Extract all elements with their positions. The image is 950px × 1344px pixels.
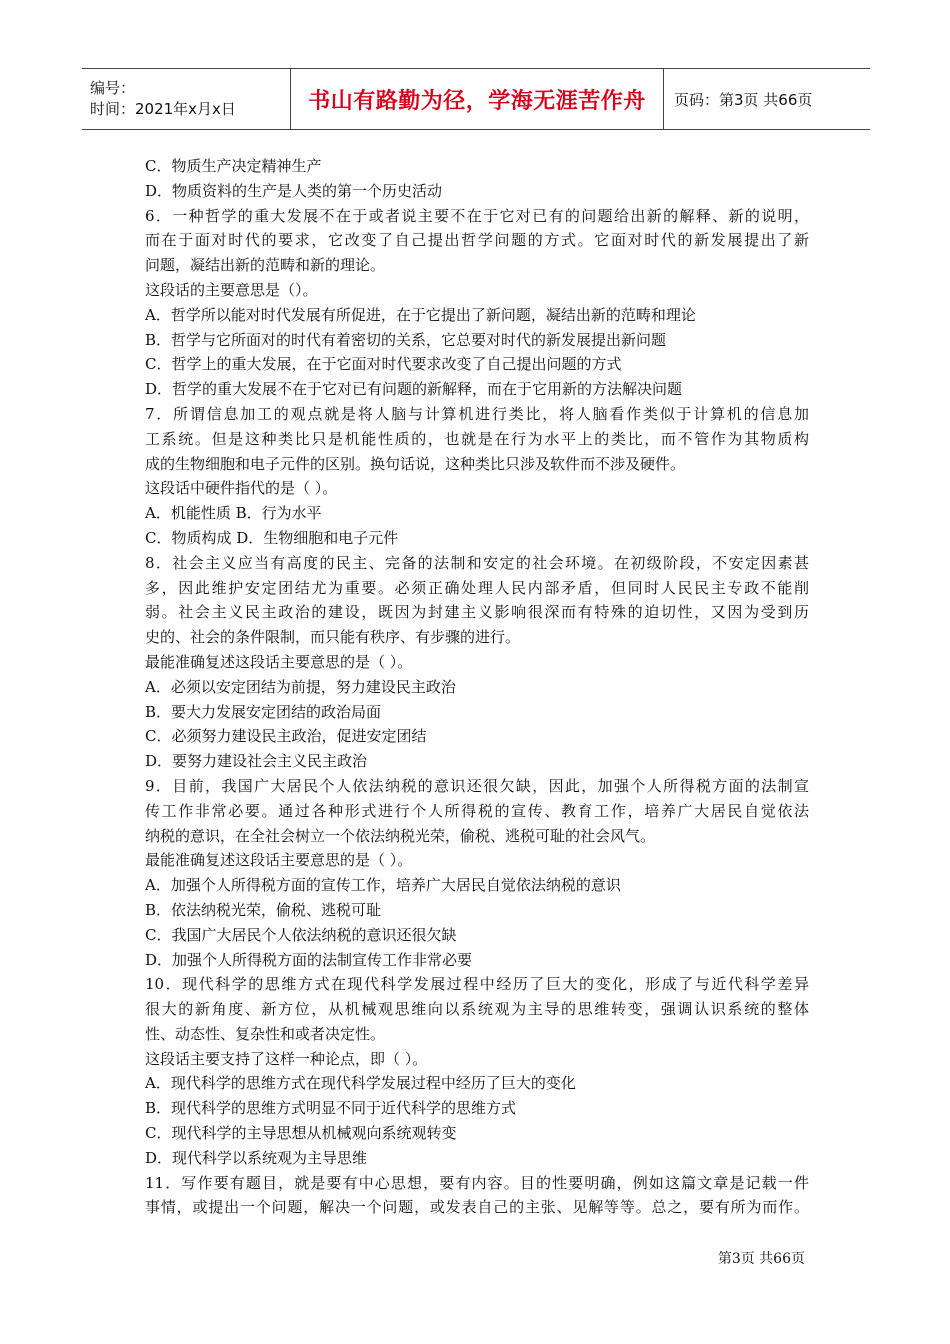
text-line: 6．一种哲学的重大发展不在于或者说主要不在于它对已有的问题给出新的解释、新的说明，	[145, 206, 809, 225]
text-line: 最能准确复述这段话主要意思的是（ ）。	[145, 851, 413, 870]
header-meta	[82, 69, 291, 129]
document-body	[145, 154, 809, 1220]
doc-number-label: 编号：	[90, 79, 136, 97]
text-line: 8．社会主义应当有高度的民主、完备的法制和安定的社会环境。在初级阶段，不安定因素甚	[145, 553, 809, 572]
header-page-number: 页码：第3页 共66页	[674, 90, 813, 109]
text-line: 7．所谓信息加工的观点就是将人脑与计算机进行类比，将人脑看作类似于计算机的信息加	[145, 404, 809, 423]
text-line: A．现代科学的思维方式在现代科学发展过程中经历了巨大的变化	[145, 1074, 576, 1093]
text-line: C．我国广大居民个人依法纳税的意识还很欠缺	[145, 925, 457, 944]
text-line: C．物质生产决定精神生产	[145, 157, 322, 175]
text-line: 工系统。但是这种类比只是机能性质的，也就是在行为水平上的类比，而不管作为其物质构	[145, 429, 809, 448]
text-line: D．要努力建设社会主义民主政治	[145, 752, 368, 771]
text-line: C．哲学上的重大发展，在于它面对时代要求改变了自己提出问题的方式	[145, 355, 622, 374]
text-line: 这段话主要支持了这样一种论点，即（ ）。	[145, 1049, 428, 1068]
text-line: A．机能性质 B．行为水平	[145, 504, 322, 523]
text-line: 这段话的主要意思是（）。	[145, 280, 318, 299]
page-footer: 第3页 共66页	[717, 1251, 805, 1267]
text-line: A．加强个人所得税方面的宣传工作，培养广大居民自觉依法纳税的意识	[145, 876, 621, 895]
header-motto: 书山有路勤为径，学海无涯苦作舟	[308, 88, 646, 114]
text-line: C．物质构成 D．生物细胞和电子元件	[145, 528, 399, 547]
text-line: 这段话中硬件指代的是（ ）。	[145, 479, 338, 498]
text-line: 很大的新角度、新方位，从机械观思维向以系统观为主导的思维转变，强调认识系统的整体	[145, 1000, 809, 1019]
text-line: 9．目前，我国广大居民个人依法纳税的意识还很欠缺，因此，加强个人所得税方面的法制宣	[145, 776, 809, 795]
text-line: 最能准确复述这段话主要意思的是（ ）。	[145, 652, 413, 671]
text-line: 弱。社会主义民主政治的建设，既因为封建主义影响很深而有特殊的迫切性，又因为受到历	[145, 603, 809, 622]
text-line: C．必须努力建设民主政治，促进安定团结	[145, 727, 427, 746]
header-motto-cell	[291, 69, 664, 129]
text-line: A．哲学所以能对时代发展有所促进，在于它提出了新问题，凝结出新的范畴和理论	[145, 305, 696, 324]
text-line: 10．现代科学的思维方式在现代科学发展过程中经历了巨大的变化，形成了与近代科学差异	[145, 975, 809, 994]
text-line: 问题，凝结出新的范畴和新的理论。	[145, 256, 386, 275]
header-page-cell	[664, 69, 870, 129]
text-line: D．物质资料的生产是人类的第一个历史活动	[145, 181, 443, 200]
doc-time-label: 时间：2021年x月x日	[90, 100, 236, 118]
text-line: 史的、社会的条件限制，而只能有秩序、有步骤的进行。	[145, 628, 521, 647]
text-line: 而在于面对时代的要求，它改变了自己提出哲学问题的方式。它面对时代的新发展提出了新	[145, 231, 809, 250]
text-line: 多，因此维护安定团结尤为重要。必须正确处理人民内部矛盾，但同时人民民主专政不能削	[145, 578, 809, 597]
text-line: B．要大力发展安定团结的政治局面	[145, 702, 382, 721]
text-line: D．现代科学以系统观为主导思维	[145, 1148, 368, 1167]
text-line: D．哲学的重大发展不在于它对已有问题的新解释，而在于它用新的方法解决问题	[145, 380, 683, 399]
text-line: 传工作非常必要。通过各种形式进行个人所得税的宣传、教育工作，培养广大居民自觉依法	[145, 801, 809, 820]
text-line: 事情，或提出一个问题，解决一个问题，或发表自己的主张、见解等等。总之，要有所为而作。	[145, 1198, 809, 1217]
text-line: 性、动态性、复杂性和或者决定性。	[145, 1024, 386, 1043]
text-line: 11．写作要有题目，就是要有中心思想，要有内容。目的性要明确，例如这篇文章是记载一件	[145, 1173, 809, 1192]
text-line: A．必须以安定团结为前提，努力建设民主政治	[145, 677, 456, 696]
text-line: B．哲学与它所面对的时代有着密切的关系，它总要对时代的新发展提出新问题	[145, 330, 667, 349]
text-line: D．加强个人所得税方面的法制宣传工作非常必要	[145, 950, 473, 969]
text-line: C．现代科学的主导思想从机械观向系统观转变	[145, 1124, 457, 1143]
text-line: 成的生物细胞和电子元件的区别。换句话说，这种类比只涉及软件而不涉及硬件。	[145, 454, 686, 473]
text-line: B．依法纳税光荣，偷税、逃税可耻	[145, 900, 382, 919]
text-line: 纳税的意识，在全社会树立一个依法纳税光荣，偷税、逃税可耻的社会风气。	[145, 826, 656, 845]
text-line: B．现代科学的思维方式明显不同于近代科学的思维方式	[145, 1099, 517, 1118]
page-header	[82, 68, 870, 130]
